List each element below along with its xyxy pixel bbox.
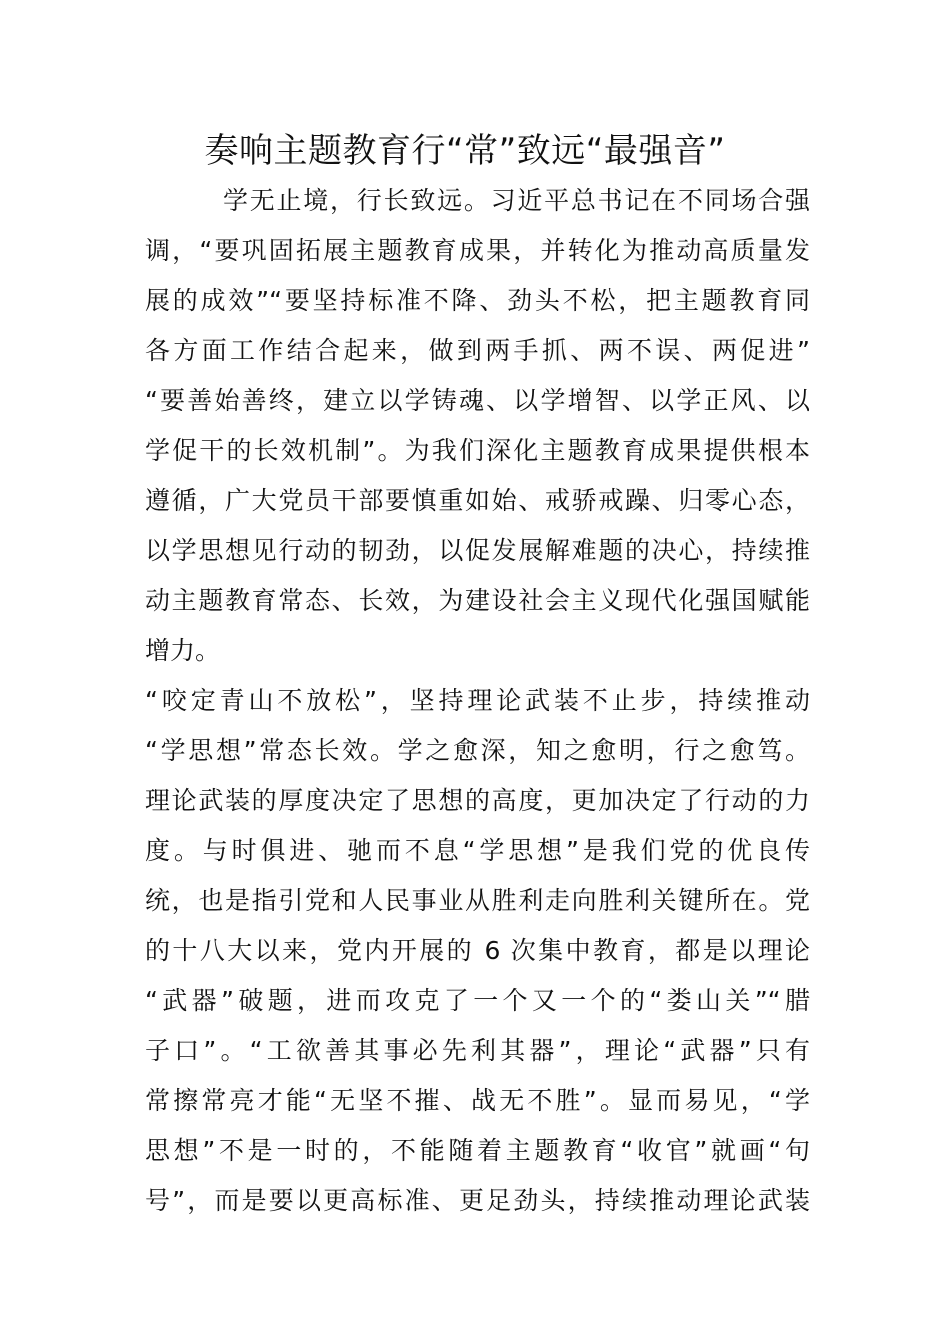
text-line: 常擦常亮才能“无坚不摧、战无不胜”。显而易见，“学 [145,1086,810,1115]
document-body [145,176,810,1226]
text-line: 子口”。“工欲善其事必先利其器”，理论“武器”只有 [145,1036,810,1065]
text-line: 各方面工作结合起来，做到两手抓、两不误、两促进” [145,336,810,365]
text-line: 调，“要巩固拓展主题教育成果，并转化为推动高质量发 [145,236,810,265]
text-line: 展的成效”“要坚持标准不降、劲头不松，把主题教育同 [145,286,810,315]
text-line: 学无止境，行长致远。习近平总书记在不同场合强 [223,186,810,215]
text-line: “要善始善终，建立以学铸魂、以学增智、以学正风、以 [145,386,810,415]
text-line: 度。与时俱进、驰而不息“学思想”是我们党的优良传 [145,836,810,865]
paragraph-2 [145,676,810,1226]
paragraph-1 [145,176,810,676]
text-line: 号”，而是要以更高标准、更足劲头，持续推动理论武装 [145,1186,810,1215]
text-line: 学促干的长效机制”。为我们深化主题教育成果提供根本 [145,436,810,465]
text-line: 动主题教育常态、长效，为建设社会主义现代化强国赋能 [145,586,810,615]
text-line: “武器”破题，进而攻克了一个又一个的“娄山关”“腊 [145,986,810,1015]
text-line: “咬定青山不放松”，坚持理论武装不止步，持续推动 [145,686,810,715]
text-line: 的十八大以来，党内开展的 6 次集中教育，都是以理论 [145,936,810,965]
text-line: 思想”不是一时的，不能随着主题教育“收官”就画“句 [145,1136,810,1165]
text-line: 统，也是指引党和人民事业从胜利走向胜利关键所在。党 [145,886,810,915]
text-line: 理论武装的厚度决定了思想的高度，更加决定了行动的力 [145,786,810,815]
text-line: 增力。 [145,636,221,665]
text-line: “学思想”常态长效。学之愈深，知之愈明，行之愈笃。 [145,736,810,765]
text-line: 以学思想见行动的韧劲，以促发展解难题的决心，持续推 [145,536,810,565]
text-line: 遵循，广大党员干部要慎重如始、戒骄戒躁、归零心态， [145,486,810,515]
document-title: 奏响主题教育行“常”致远“最强音” [204,131,726,171]
